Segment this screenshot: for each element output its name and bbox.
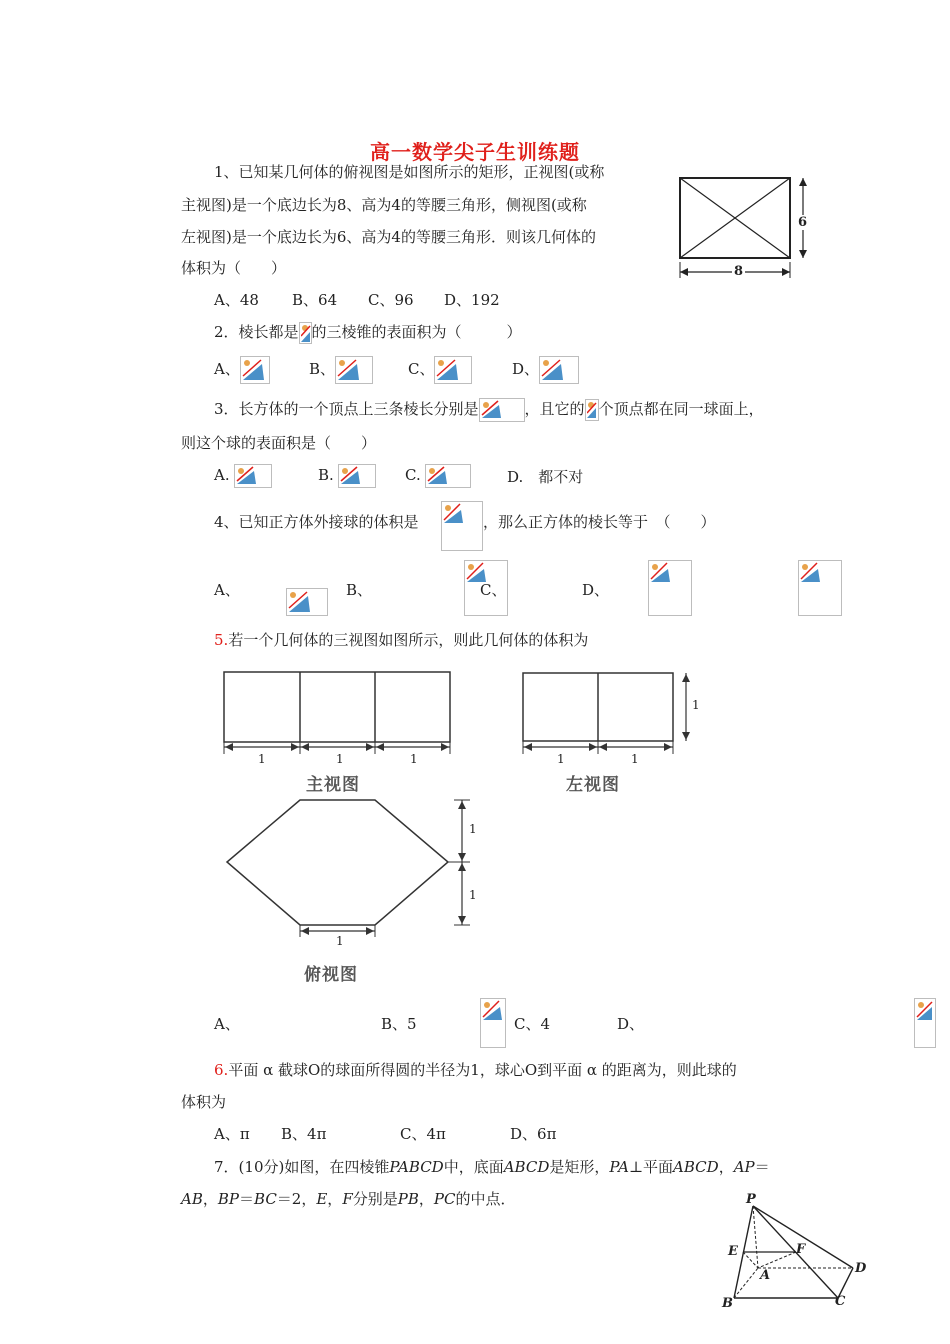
q7-point-p: P [746,1192,756,1207]
q6-line-2: 体积为 [181,1093,227,1111]
q7-point-c: C [835,1294,846,1309]
image-placeholder-icon [299,322,312,344]
q1-line-4: 体积为（ ） [181,259,287,277]
q5-option-a: A、 [214,1015,240,1033]
q7-math: F [342,1190,353,1208]
q5-front-dim-1: 1 [258,752,266,766]
q2-option-c: C、 [408,360,435,378]
q7-point-b: B [722,1296,733,1311]
image-placeholder-icon [479,398,525,422]
q2-option-b-wrap [309,356,373,384]
image-placeholder-icon [240,356,270,384]
image-placeholder-icon [798,560,842,616]
q6-option-b: B、4π [281,1125,327,1143]
q7-text: 分别是 [352,1190,398,1208]
q7-text: ， [327,1190,343,1208]
q7-text: ＝ [754,1158,770,1176]
q7-point-a: A [760,1268,771,1283]
q4-option-d: D、 [582,581,610,599]
q5-stem: 若一个几何体的三视图如图所示，则此几何体的体积为 [228,631,589,649]
image-placeholder-icon [914,998,936,1048]
q6-number: 6. [214,1061,229,1079]
q6-option-d: D、6π [510,1125,557,1143]
q5-side-dim-3: 1 [692,698,700,712]
q2-option-a: A、 [214,360,240,378]
image-placeholder-icon [338,464,376,488]
image-placeholder-icon [539,356,579,384]
q5-front-view [220,668,460,758]
q4-stem-b: ，那么正方体的棱长等于 （ ） [483,513,716,531]
q6-line-1 [214,1060,737,1080]
q3-option-a: A. [214,466,230,484]
q2-stem-before: 2．棱长都是 [214,323,299,341]
q5-option-c: C、4 [514,1015,551,1033]
q2-options [214,356,270,384]
q3-option-b: B. [318,466,334,484]
q7-math: BP [217,1190,239,1208]
q7-point-f: F [796,1242,806,1257]
q4-option-a: A、 [214,581,240,599]
q5-option-b: B、5 [381,1015,417,1033]
q6-line1: 平面 α 截球O的球面所得圆的半径为1，球心O到平面 α 的距离为，则此球的 [228,1061,737,1079]
q7-math: PB [397,1190,419,1208]
q2-stem-after: 的三棱锥的表面积为（ ） [311,323,522,341]
q3-stem-a: 3．长方体的一个顶点上三条棱长分别是 [214,400,479,418]
q1-option-d: D、192 [444,291,500,309]
q7-math: PC [433,1190,456,1208]
q7-math: E [316,1190,328,1208]
q5-option-d: D、 [617,1015,645,1033]
q5-front-label: 主视图 [306,775,360,795]
q1-height-label: 6 [798,215,808,230]
image-placeholder-icon [286,588,328,616]
q1-line-3: 左视图)是一个底边长为6、高为4的等腰三角形．则该几何体的 [181,228,596,246]
q3-line-1 [214,398,764,422]
q3-stem-b: ，且它的 [524,400,585,418]
page-title: 高一数学尖子生训练题 [370,140,580,164]
q2-option-b: B、 [309,360,336,378]
q3-option-b-wrap [318,464,376,488]
q5-top-dim-1: 1 [469,822,477,836]
q3-option-c: C. [405,466,421,484]
q4-option-b: B、 [346,581,373,599]
q5-top-dim-2: 1 [469,888,477,902]
image-placeholder-icon [585,399,599,421]
q5-number: 5. [214,631,229,649]
q1-option-a: A、48 [214,291,259,309]
q7-line-2 [181,1189,515,1209]
q5-top-label: 俯视图 [304,965,358,985]
q7-math: ABCD [673,1158,719,1176]
q3-option-d: D. 都不对 [507,468,584,486]
q2-option-d: D、 [512,360,540,378]
q6-option-a: A、π [214,1125,250,1143]
q7-text: 7．(10分)如图，在四棱锥 [214,1158,390,1176]
q2-option-c-wrap [408,356,472,384]
q7-text: 的中点． [455,1190,516,1208]
q2-stem [214,322,522,344]
image-placeholder-icon [425,464,471,488]
image-placeholder-icon [480,998,506,1048]
q3-line-2: 则这个球的表面积是（ ） [181,434,377,452]
q1-option-c: C、96 [368,291,414,309]
q4-option-c: C、 [480,581,507,599]
q3-stem-c: 个顶点都在同一球面上， [598,400,764,418]
q1-width-label: 8 [734,264,744,279]
q4-stem-a: 4、已知正方体外接球的体积是 [214,513,419,531]
q5-side-view [518,668,698,758]
q5-side-dim-1: 1 [557,752,565,766]
q5-top-dim-3: 1 [336,934,344,948]
q7-math: PABCD [389,1158,444,1176]
q7-text: ， [202,1190,218,1208]
q7-math: AP [733,1158,755,1176]
q7-point-d: D [855,1261,867,1276]
q7-text: 是矩形， [549,1158,610,1176]
q7-text: ， [418,1190,434,1208]
q7-math: ABCD [503,1158,550,1176]
q2-option-d-wrap [512,356,579,384]
q7-text: ＝ [239,1190,255,1208]
q5-front-dim-3: 1 [410,752,418,766]
q5-side-dim-2: 1 [631,752,639,766]
q6-option-c: C、4π [400,1125,446,1143]
q3-option-a-wrap [214,464,272,488]
q5-top-view [220,795,480,945]
q7-text: ＝2， [276,1190,317,1208]
image-placeholder-icon [441,501,483,551]
q5-side-label: 左视图 [566,775,620,795]
q1-line-1: 1、已知某几何体的俯视图是如图所示的矩形，正视图(或称 [214,163,605,181]
q7-math: AB [181,1190,203,1208]
q1-line-2: 主视图)是一个底边长为8、高为4的等腰三角形，侧视图(或称 [181,196,587,214]
image-placeholder-icon [234,464,272,488]
q7-text: 中，底面 [443,1158,504,1176]
q7-line-1 [214,1157,770,1177]
q7-text: ， [718,1158,734,1176]
image-placeholder-icon [434,356,472,384]
image-placeholder-icon [335,356,373,384]
q1-option-b: B、64 [292,291,338,309]
q7-point-e: E [728,1244,738,1259]
q5-front-dim-2: 1 [336,752,344,766]
q3-option-c-wrap [405,464,471,488]
q7-math: PA [609,1158,629,1176]
q7-math: BC [254,1190,277,1208]
image-placeholder-icon [648,560,692,616]
q7-text: ⊥平面 [628,1158,674,1176]
q5-stem-line [214,630,588,650]
